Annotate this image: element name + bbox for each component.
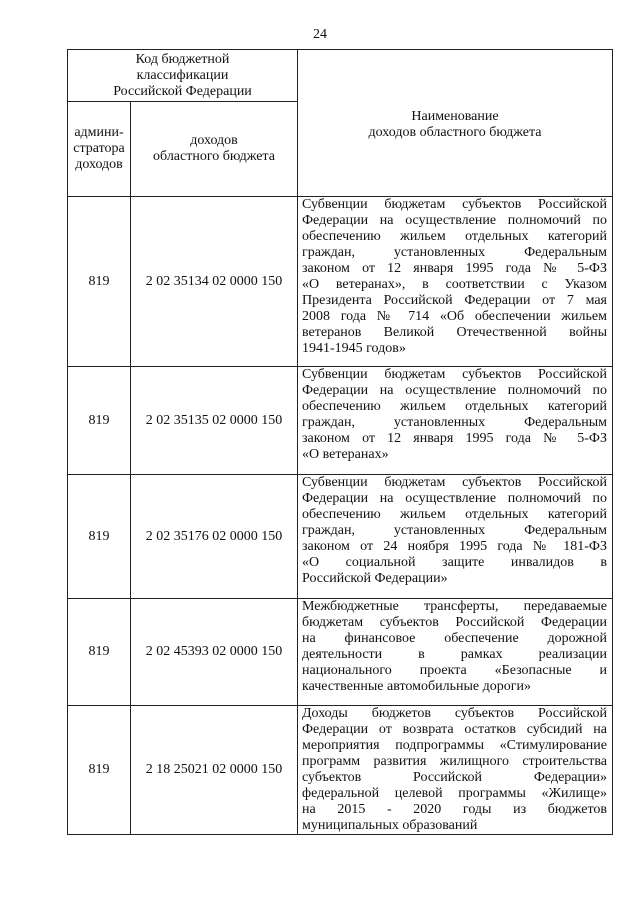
description-line: 1941-1945 годов» <box>302 341 406 356</box>
table-row <box>68 706 613 835</box>
description-line: Субвенции бюджетам субъектов Российской <box>302 367 607 382</box>
description-line: «О ветеранах», в соответствии с Указом <box>302 277 607 292</box>
header-admin-line: доходов <box>75 157 123 172</box>
table-row <box>68 367 613 475</box>
description-line: граждан, установленных Федеральным <box>302 523 607 538</box>
header-name-line: доходов областного бюджета <box>368 125 542 140</box>
description-line: обеспечению жильем отдельных категорий <box>302 229 607 244</box>
admin-code-cell: 819 <box>68 475 131 599</box>
income-code-cell: 2 02 35134 02 0000 150 <box>131 197 298 367</box>
description-line: ветеранов Великой Отечественной войны <box>302 325 607 340</box>
description-line: обеспечению жильем отдельных категорий <box>302 399 607 414</box>
description-line: Субвенции бюджетам субъектов Российской <box>302 475 607 490</box>
header-income-line: доходов <box>190 133 238 148</box>
budget-classification-table <box>67 49 613 835</box>
header-code-group-line: Российской Федерации <box>113 83 252 99</box>
header-name-line: Наименование <box>411 109 499 124</box>
description-line: Федерации на осуществление полномочий по <box>302 383 607 398</box>
income-description-cell <box>298 706 613 835</box>
description-line: национального проекта «Безопасные и <box>302 663 607 678</box>
description-line: Российской Федерации» <box>302 571 448 586</box>
description-line: законом от 24 ноября 1995 года № 181-ФЗ <box>302 539 607 554</box>
description-line: качественные автомобильные дороги» <box>302 679 531 694</box>
income-code-cell: 2 02 45393 02 0000 150 <box>131 599 298 706</box>
income-code-cell: 2 02 35176 02 0000 150 <box>131 475 298 599</box>
header-code-group-line: классификации <box>136 67 229 83</box>
header-row-top <box>68 50 613 102</box>
header-code-group-line: Код бюджетной <box>135 51 230 67</box>
description-line: законом от 12 января 1995 года № 5-ФЗ <box>302 261 607 276</box>
description-line: Федерации от возврата остатков субсидий на <box>302 722 607 737</box>
income-description-cell <box>298 475 613 599</box>
description-line: 2008 года № 714 «Об обеспечении жильем <box>302 309 607 324</box>
description-line: Федерации на осуществление полномочий по <box>302 491 607 506</box>
table-row <box>68 599 613 706</box>
admin-code-cell: 819 <box>68 706 131 835</box>
admin-code-cell: 819 <box>68 599 131 706</box>
description-line: Президента Российской Федерации от 7 мая <box>302 293 607 308</box>
description-line: Доходы бюджетов субъектов Российской <box>302 706 607 721</box>
description-line: граждан, установленных Федеральным <box>302 245 607 260</box>
description-line: Федерации на осуществление полномочий по <box>302 213 607 228</box>
page-number: 24 <box>313 27 327 42</box>
header-admin-line: админи- <box>74 125 124 140</box>
income-description-cell <box>298 599 613 706</box>
table-row <box>68 197 613 367</box>
income-code-cell: 2 02 35135 02 0000 150 <box>131 367 298 475</box>
description-line: программ развития жилищного строительства <box>302 754 607 769</box>
description-line: «О социальной защите инвалидов в <box>302 555 607 570</box>
header-income-column <box>131 102 298 197</box>
description-line: обеспечению жильем отдельных категорий <box>302 507 607 522</box>
header-code-group <box>68 50 298 102</box>
description-line: федеральной целевой программы «Жилище» <box>302 786 607 801</box>
table-row <box>68 475 613 599</box>
description-line: граждан, установленных Федеральным <box>302 415 607 430</box>
header-admin-line: стратора <box>73 141 125 156</box>
description-line: муниципальных образований <box>302 818 478 833</box>
income-description-cell <box>298 197 613 367</box>
description-line: деятельности в рамках реализации <box>302 647 607 662</box>
header-name-column <box>298 50 613 197</box>
description-line: на финансовое обеспечение дорожной <box>302 631 607 646</box>
description-line: «О ветеранах» <box>302 447 389 462</box>
header-income-line: областного бюджета <box>153 149 275 164</box>
description-line: субъектов Российской Федерации» <box>302 770 607 785</box>
description-line: мероприятия подпрограммы «Стимулирование <box>302 738 607 753</box>
description-line: Межбюджетные трансферты, передаваемые <box>302 599 607 614</box>
income-code-cell: 2 18 25021 02 0000 150 <box>131 706 298 835</box>
description-line: Субвенции бюджетам субъектов Российской <box>302 197 607 212</box>
description-line: бюджетам субъектов Российской Федерации <box>302 615 607 630</box>
income-description-cell <box>298 367 613 475</box>
description-line: на 2015 - 2020 годы из бюджетов <box>302 802 607 817</box>
description-line: законом от 12 января 1995 года № 5-ФЗ <box>302 431 607 446</box>
header-admin-column <box>68 102 131 197</box>
admin-code-cell: 819 <box>68 367 131 475</box>
admin-code-cell: 819 <box>68 197 131 367</box>
